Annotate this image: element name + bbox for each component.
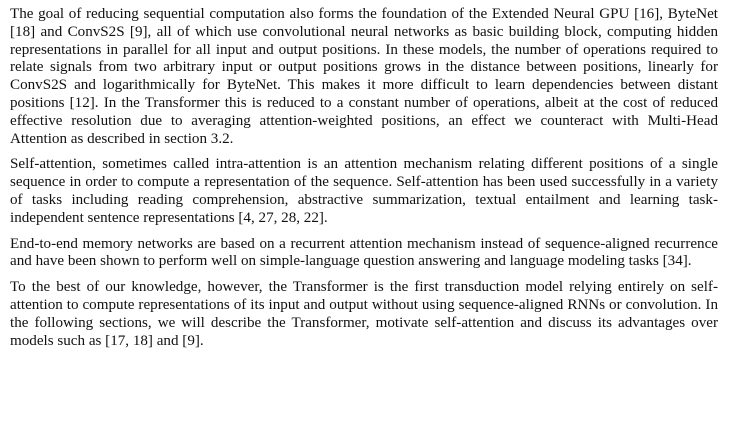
paragraph-transformer-intro: To the best of our knowledge, however, the Transformer is the first transduction model relying entirely on self-attention to compute representations of its input and output without using sequence-aligned RNNs or convolution. In the following sections, we will describe the Transformer, motivate self-attention and discuss its advantages over models such as [17, 18] and [9]. bbox=[10, 279, 718, 349]
paper-body-text bbox=[10, 6, 718, 350]
paragraph-sequential-computation: The goal of reducing sequential computation also forms the foundation of the Extended Neural GPU [16], ByteNet [18] and ConvS2S [9], all of which use convolutional neural networks as basic building block, computing hidden representations in parallel for all input and output positions. In these models, the number of operations required to relate signals from two arbitrary input or output positions grows in the distance between positions, linearly for ConvS2S and logarithmically for ByteNet. This makes it more difficult to learn dependencies between distant positions [12]. In the Transformer this is reduced to a constant number of operations, albeit at the cost of reduced effective resolution due to averaging attention-weighted positions, an effect we counteract with Multi-Head Attention as described in section 3.2. bbox=[10, 6, 718, 147]
paragraph-memory-networks: End-to-end memory networks are based on a recurrent attention mechanism instead of sequence-aligned recurrence and have been shown to perform well on simple-language question answering and language modeling tasks [34]. bbox=[10, 235, 718, 270]
paragraph-self-attention: Self-attention, sometimes called intra-attention is an attention mechanism relating different positions of a single sequence in order to compute a representation of the sequence. Self-attention has been used successfully in a variety of tasks including reading comprehension, abstractive summarization, textual entailment and learning task-independent sentence representations [4, 27, 28, 22]. bbox=[10, 156, 718, 226]
